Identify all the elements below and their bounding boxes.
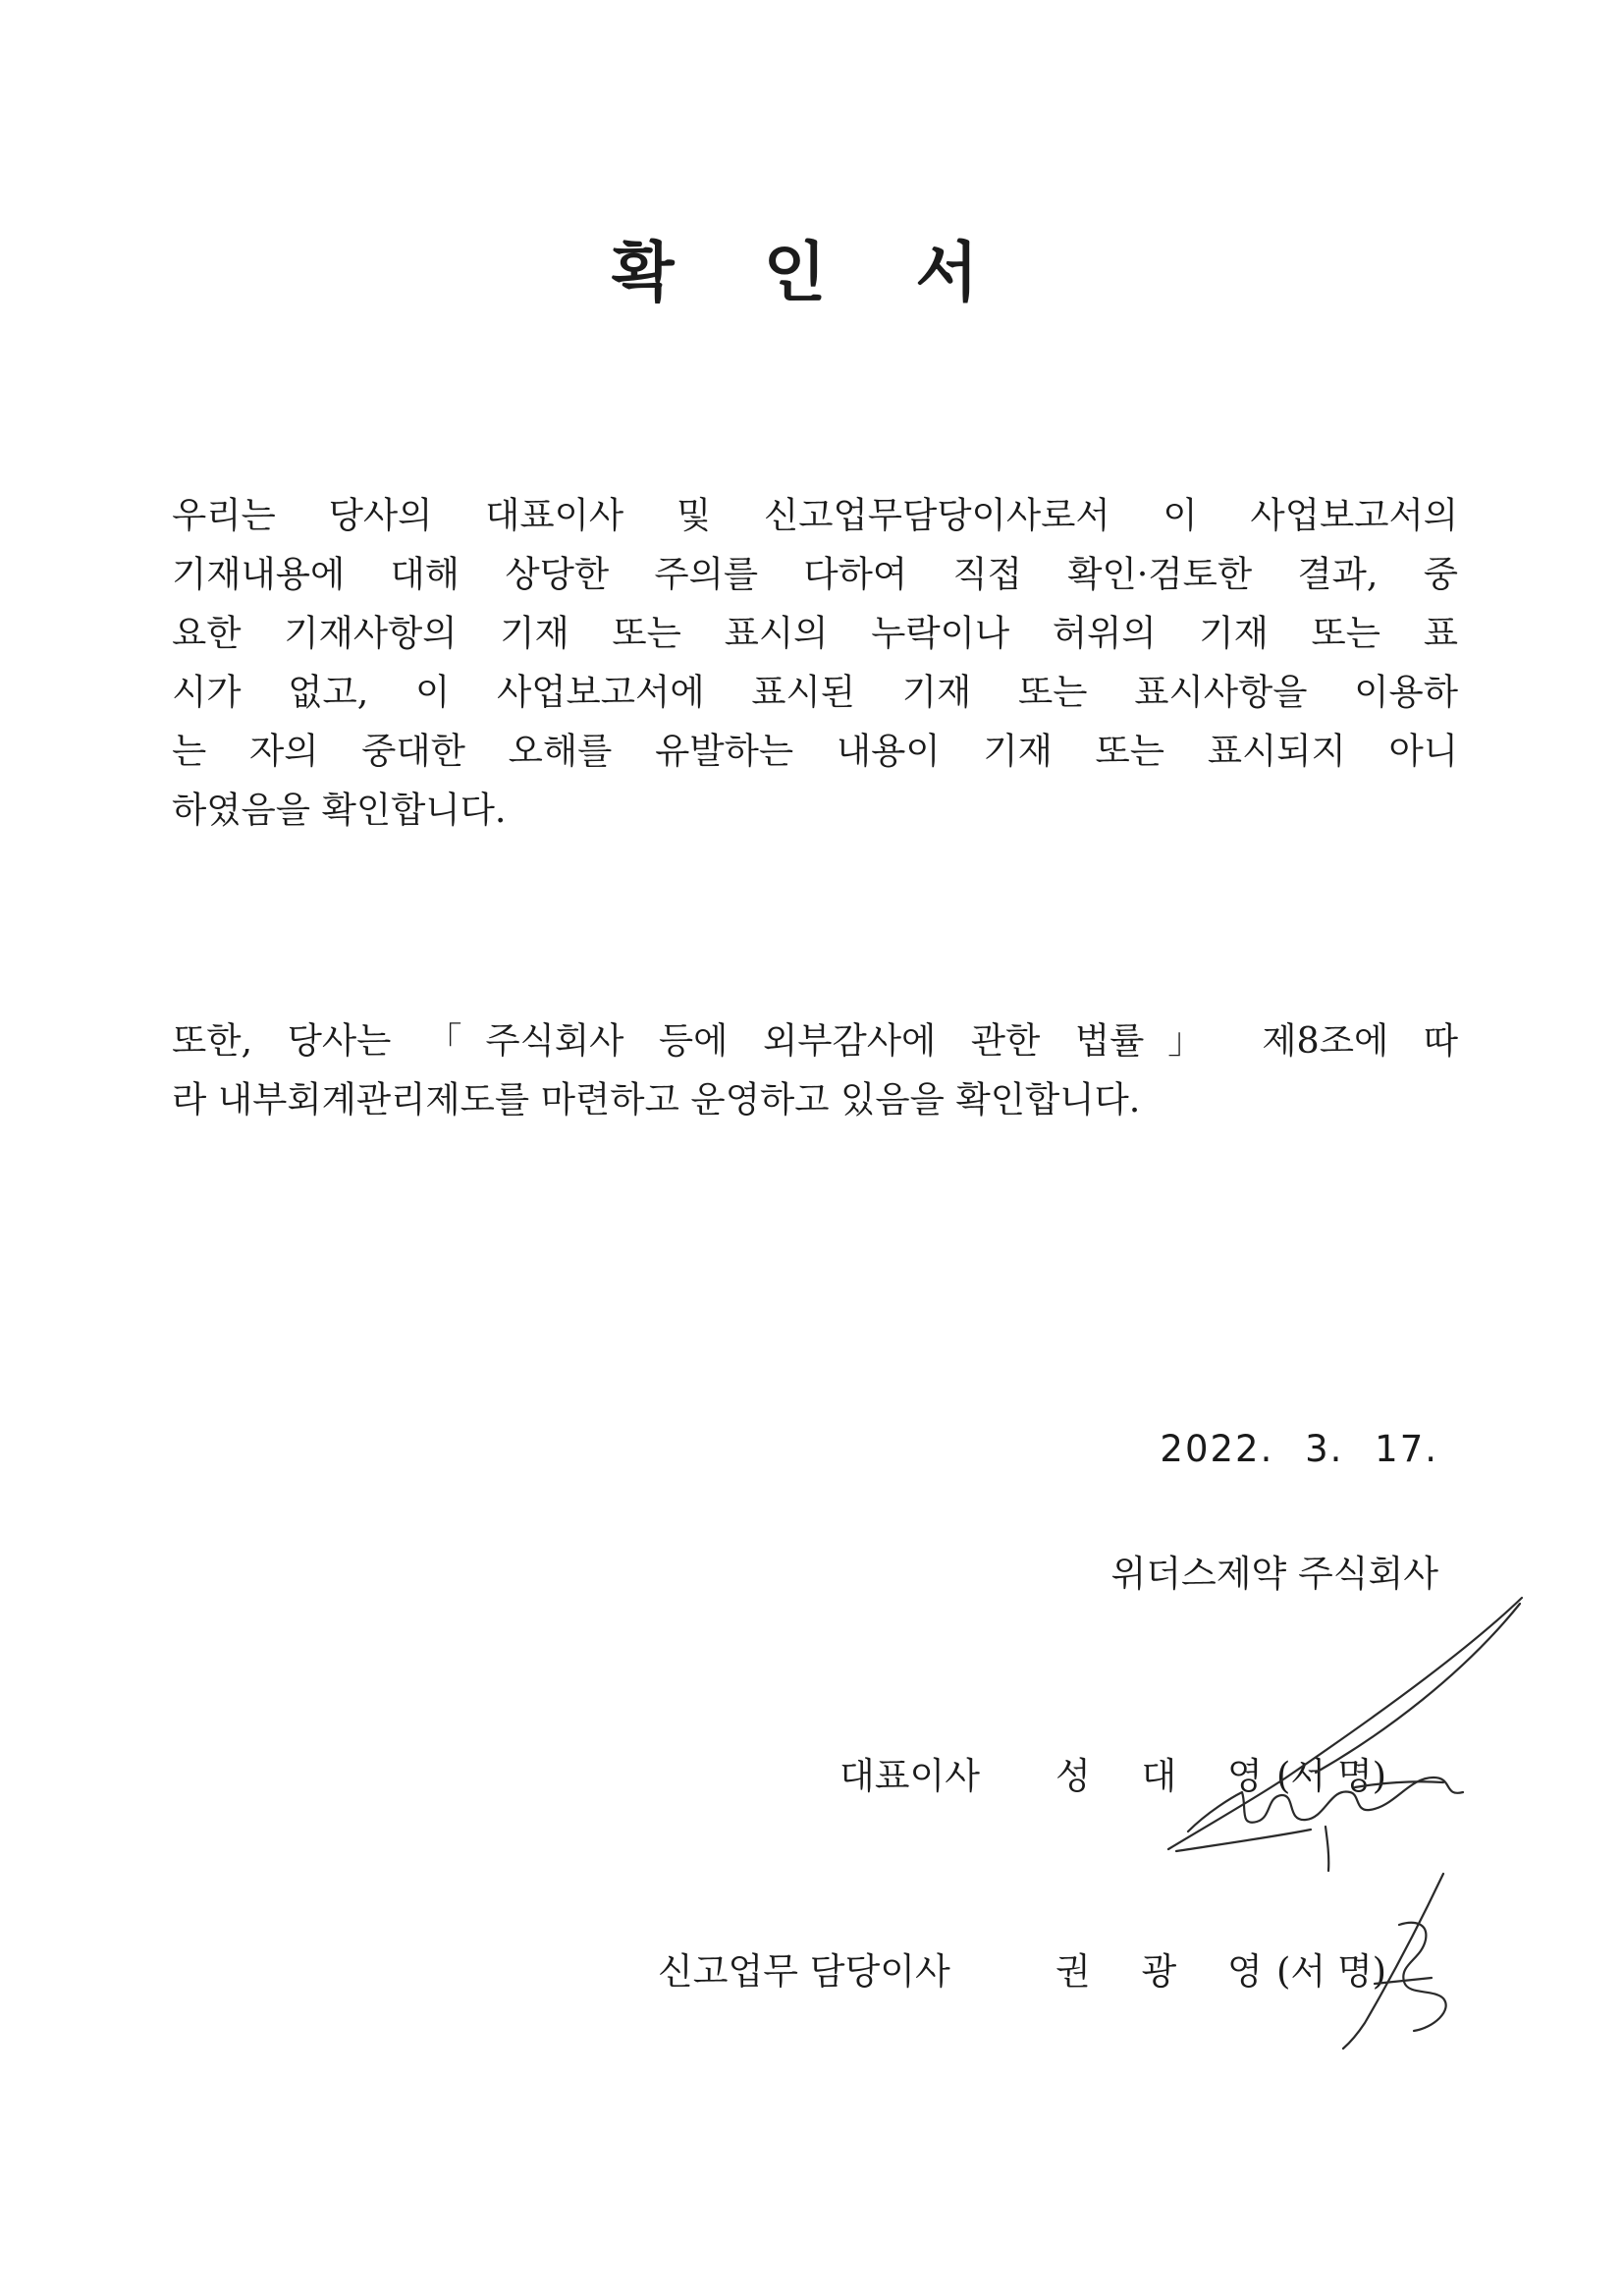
company-name: 위더스제약 주식회사 (1110, 1553, 1438, 1595)
paragraph-line: 요한 기재사항의 기재 또는 표시의 누락이나 허위의 기재 또는 표 (172, 612, 1458, 654)
paragraph-line: 시가 없고, 이 사업보고서에 표시된 기재 또는 표시사항을 이용하 (172, 671, 1458, 713)
document-date: 2022. 3. 17. (1160, 1428, 1438, 1470)
signatory-role: 신고업무 담당이사 (658, 1950, 950, 1993)
paragraph-line: 또한, 당사는 「주식회사 등에 외부감사에 관한 법률」 제8조에 따 (172, 1019, 1458, 1062)
confirmation-paragraph (172, 486, 1458, 840)
paragraph-line: 하였음을 확인합니다. (172, 789, 507, 831)
signatory-role: 대표이사 (839, 1755, 980, 1797)
signatory-name: 권 광 영 (1055, 1950, 1282, 1993)
paragraph-line: 는 자의 중대한 오해를 유발하는 내용이 기재 또는 표시되지 아니 (172, 730, 1458, 772)
paragraph-line: 라 내부회계관리제도를 마련하고 운영하고 있음을 확인합니다. (172, 1078, 1141, 1121)
document-title: 확 인 서 (611, 235, 1012, 310)
internal-control-paragraph (172, 1011, 1458, 1129)
paragraph-line: 우리는 당사의 대표이사 및 신고업무담당이사로서 이 사업보고서의 (172, 494, 1458, 536)
signatory-name: 성 대 영 (1055, 1755, 1282, 1797)
signature-placeholder: (서 명) (1276, 1755, 1387, 1797)
signature-placeholder: (서 명) (1276, 1950, 1387, 1993)
paragraph-line: 기재내용에 대해 상당한 주의를 다하여 직접 확인·검토한 결과, 중 (172, 553, 1458, 595)
handwritten-signature-ceo (1149, 1586, 1542, 1881)
